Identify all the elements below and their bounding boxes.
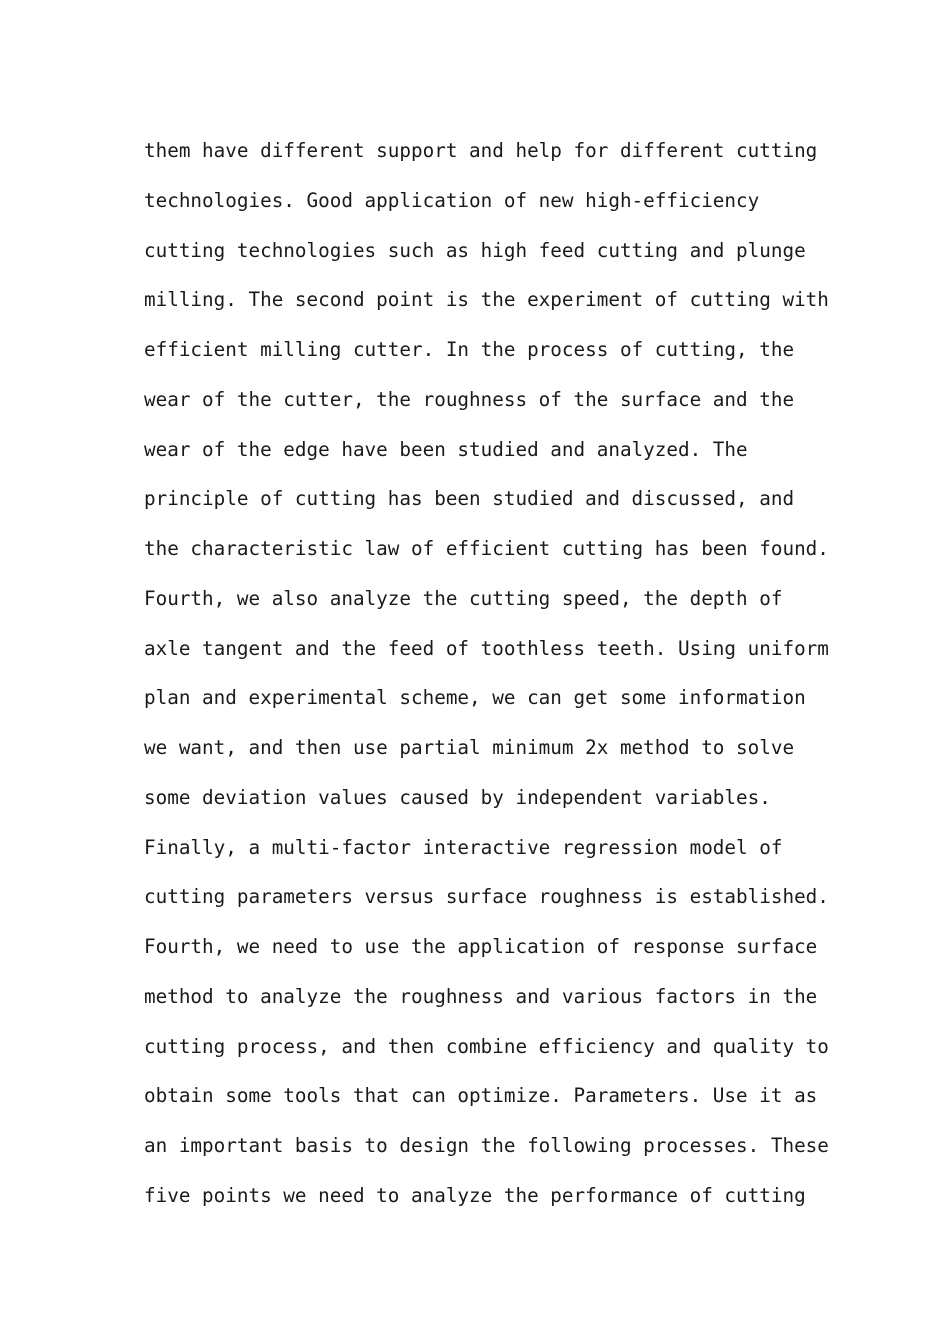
text-line-16: cutting parameters versus surface roughness is established. bbox=[144, 885, 829, 909]
text-line-13: we want, and then use partial minimum 2x method to solve bbox=[144, 736, 795, 759]
text-line-10: Fourth, we also analyze the cutting speed, the depth of bbox=[144, 586, 783, 610]
text-line-2: technologies. Good application of new high-efficiency bbox=[144, 188, 760, 212]
text-line-7: wear of the edge have been studied and analyzed. The bbox=[144, 437, 748, 461]
text-line-5: efficient milling cutter. In the process of cutting, the bbox=[144, 338, 795, 361]
text-line-20: obtain some tools that can optimize. Parameters. Use it as bbox=[144, 1084, 818, 1108]
text-line-4: milling. The second point is the experiment of cutting with bbox=[144, 288, 829, 312]
text-line-6: wear of the cutter, the roughness of the surface and the bbox=[144, 387, 795, 411]
body-text bbox=[144, 135, 829, 1230]
text-line-22: five points we need to analyze the performance of cutting bbox=[144, 1183, 806, 1207]
text-line-17: Fourth, we need to use the application of response surface bbox=[144, 935, 818, 958]
text-line-8: principle of cutting has been studied and discussed, and bbox=[144, 487, 795, 511]
text-line-15: Finally, a multi-factor interactive regression model of bbox=[144, 835, 783, 859]
text-line-9: the characteristic law of efficient cutting has been found. bbox=[144, 537, 829, 560]
text-line-21: an important basis to design the following processes. These bbox=[144, 1134, 829, 1157]
text-line-14: some deviation values caused by independent variables. bbox=[144, 785, 771, 809]
text-line-19: cutting process, and then combine efficiency and quality to bbox=[144, 1034, 829, 1058]
text-line-1: them have different support and help for different cutting bbox=[144, 139, 818, 162]
text-line-18: method to analyze the roughness and various factors in the bbox=[144, 984, 818, 1008]
text-line-11: axle tangent and the feed of toothless teeth. Using uniform bbox=[144, 636, 829, 660]
text-line-3: cutting technologies such as high feed cutting and plunge bbox=[144, 238, 806, 262]
text-line-12: plan and experimental scheme, we can get some information bbox=[144, 686, 806, 710]
